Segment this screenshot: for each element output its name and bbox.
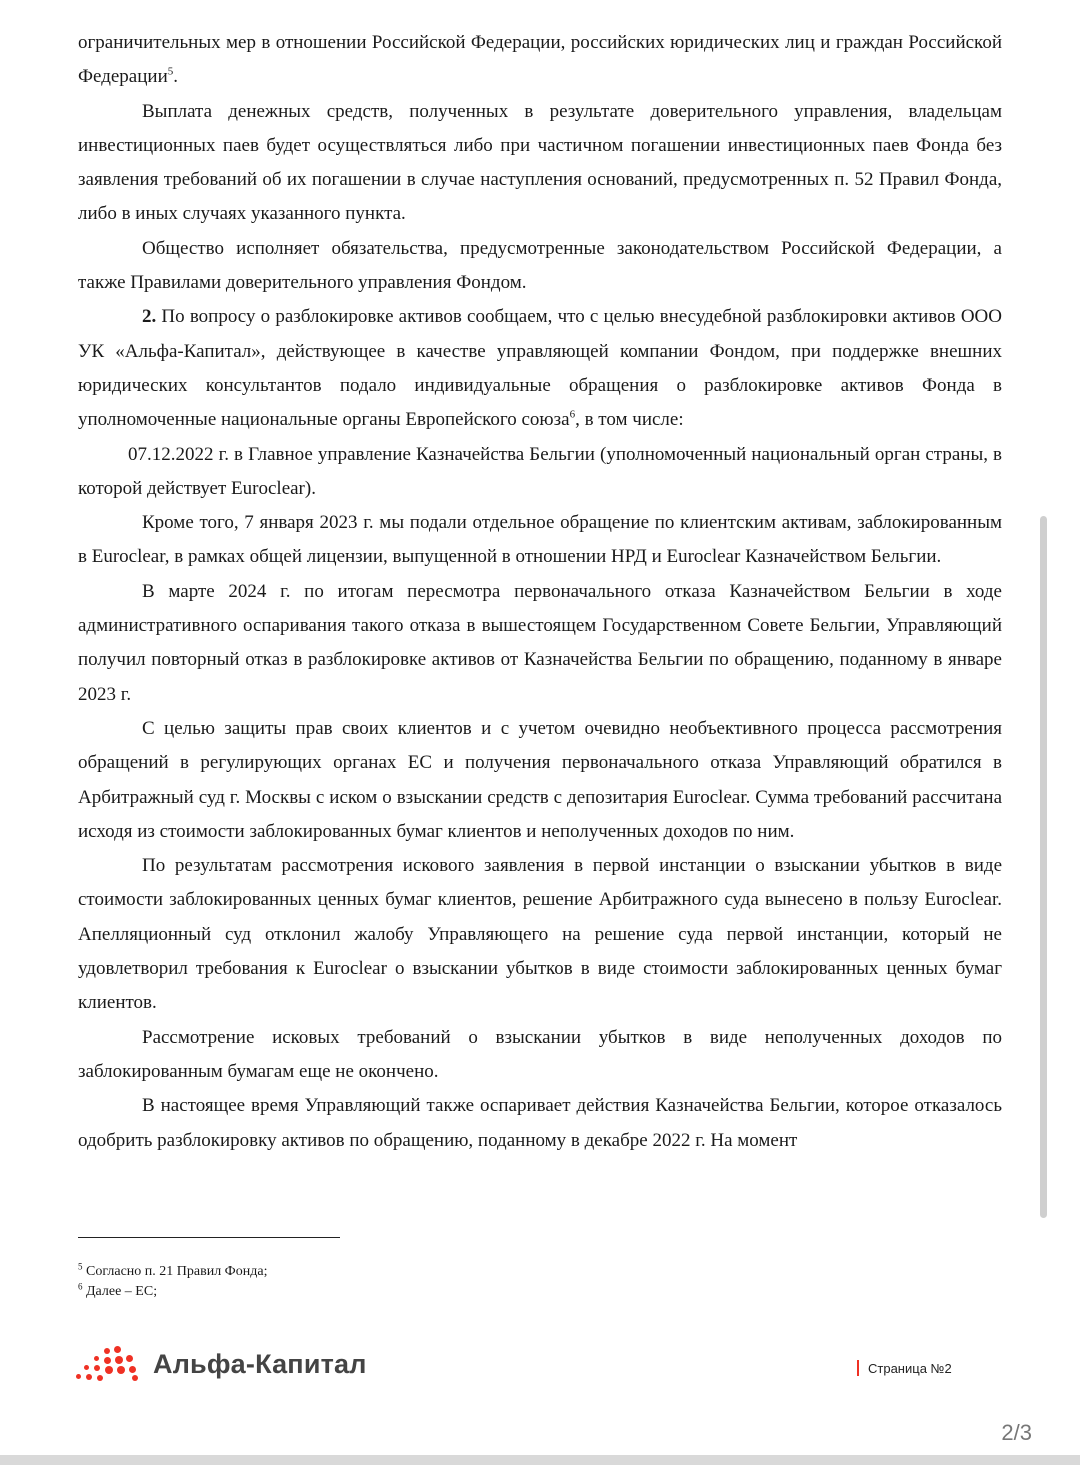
page-counter: 2/3 xyxy=(1001,1420,1032,1445)
paragraph-10: В настоящее время Управляющий также оспаривает действия Казначейства Бельгии, которое отказалось одобрить разблокировку активов по обращению, поданному в декабре 2022 г. На момент xyxy=(78,1095,1002,1151)
alfa-capital-logo xyxy=(76,1346,367,1382)
paragraph-0-text: ограничительных мер в отношении Российской Федерации, российских юридических лиц и граждан Российской Федерации xyxy=(78,32,1002,88)
paragraph-0 xyxy=(78,26,1002,95)
paragraph-2: Общество исполняет обязательства, предусмотренные законодательством Российской Федерации, а также Правилами доверительного управления Фондом. xyxy=(78,237,1002,294)
viewer-bottom-strip xyxy=(0,1455,1080,1465)
paragraph-8: По результатам рассмотрения искового заявления в первой инстанции о взыскании убытков в виде стоимости заблокированных ценных бумаг клиентов, решение Арбитражного суда вынесено в пользу Euroclear. Апелляционный суд отклонил жалобу Управляющего на решение суда первой инстанции, который не удовлетворил требования к Euroclear о взыскании убытков в виде стоимости заблокированных ценных бумаг клиентов. xyxy=(78,855,1002,1014)
paragraph-4: 07.12.2022 г. в Главное управление Казначейства Бельгии (уполномоченный национальный орган страны, в которой действует Euroclear). xyxy=(78,443,1002,499)
paragraph-3 xyxy=(78,300,1002,437)
document-body xyxy=(78,26,1002,1158)
paragraph-1: Выплата денежных средств, полученных в результате доверительного управления, владельцам инвестиционных паев будет осуществляться либо при частичном погашении инвестиционных паев Фонда без заявления требований об их погашении в случае наступления оснований, предусмотренных п. 52 Правил Фонда, либо в иных случаях указанного пункта. xyxy=(78,100,1002,225)
logo-text: Альфа-Капитал xyxy=(153,1348,367,1379)
page-label xyxy=(857,1360,952,1376)
paragraph-0-end: . xyxy=(173,66,178,88)
paragraph-3-end: , в том числе: xyxy=(575,409,684,431)
footnote-ref-5[interactable]: 5 xyxy=(167,65,174,78)
page-label-text: Страница №2 xyxy=(868,1360,952,1376)
scrollbar[interactable] xyxy=(1040,516,1047,1218)
paragraph-3-text: По вопросу о разблокировке активов сообщаем, что с целью внесудебной разблокировки активов ООО УК «Альфа-Капитал», действующее в качестве управляющей компании Фондом, при поддержке внешних юридических консультантов подало индивидуальные обращения о разблокировке активов Фонда в уполномоченные национальные органы Европейского союза xyxy=(78,306,1002,431)
logo-dots-icon xyxy=(76,1346,142,1382)
paragraph-7: С целью защиты прав своих клиентов и с учетом очевидно необъективного процесса рассмотрения обращений в регулирующих органах ЕС и получения первоначального отказа Управляющий обратился в Арбитражный суд г. Москвы с иском о взыскании средств с депозитария Euroclear. Сумма требований рассчитана исходя из стоимости заблокированных бумаг клиентов и неполученных доходов по ним. xyxy=(78,717,1002,842)
paragraph-9: Рассмотрение исковых требований о взыскании убытков в виде неполученных доходов по заблокированным бумагам еще не окончено. xyxy=(78,1026,1002,1082)
paragraph-6: В марте 2024 г. по итогам пересмотра первоначального отказа Казначейством Бельгии в ходе административного оспаривания такого отказа в вышестоящем Государственном Совете Бельгии, Управляющий получил повторный отказ в разблокировке активов от Казначейства Бельгии по обращению, поданному в январе 2023 г. xyxy=(78,580,1002,705)
footnote-5: $^5$ Согласно п. 21 Правил Фонда; xyxy=(78,1261,268,1279)
footnote-6: $^6$ Далее – ЕС; xyxy=(78,1281,158,1299)
section-number: 2. xyxy=(142,306,157,328)
accent-bar xyxy=(857,1360,859,1376)
footnote-separator xyxy=(78,1237,340,1238)
footnotes xyxy=(78,1262,267,1302)
paragraph-5: Кроме того, 7 января 2023 г. мы подали отдельное обращение по клиентским активам, заблокированным в Euroclear, в рамках общей лицензии, выпущенной в отношении НРД и Euroclear Казначейством Бельгии. xyxy=(78,512,1002,568)
footnote-ref-6[interactable]: 6 xyxy=(569,408,576,421)
